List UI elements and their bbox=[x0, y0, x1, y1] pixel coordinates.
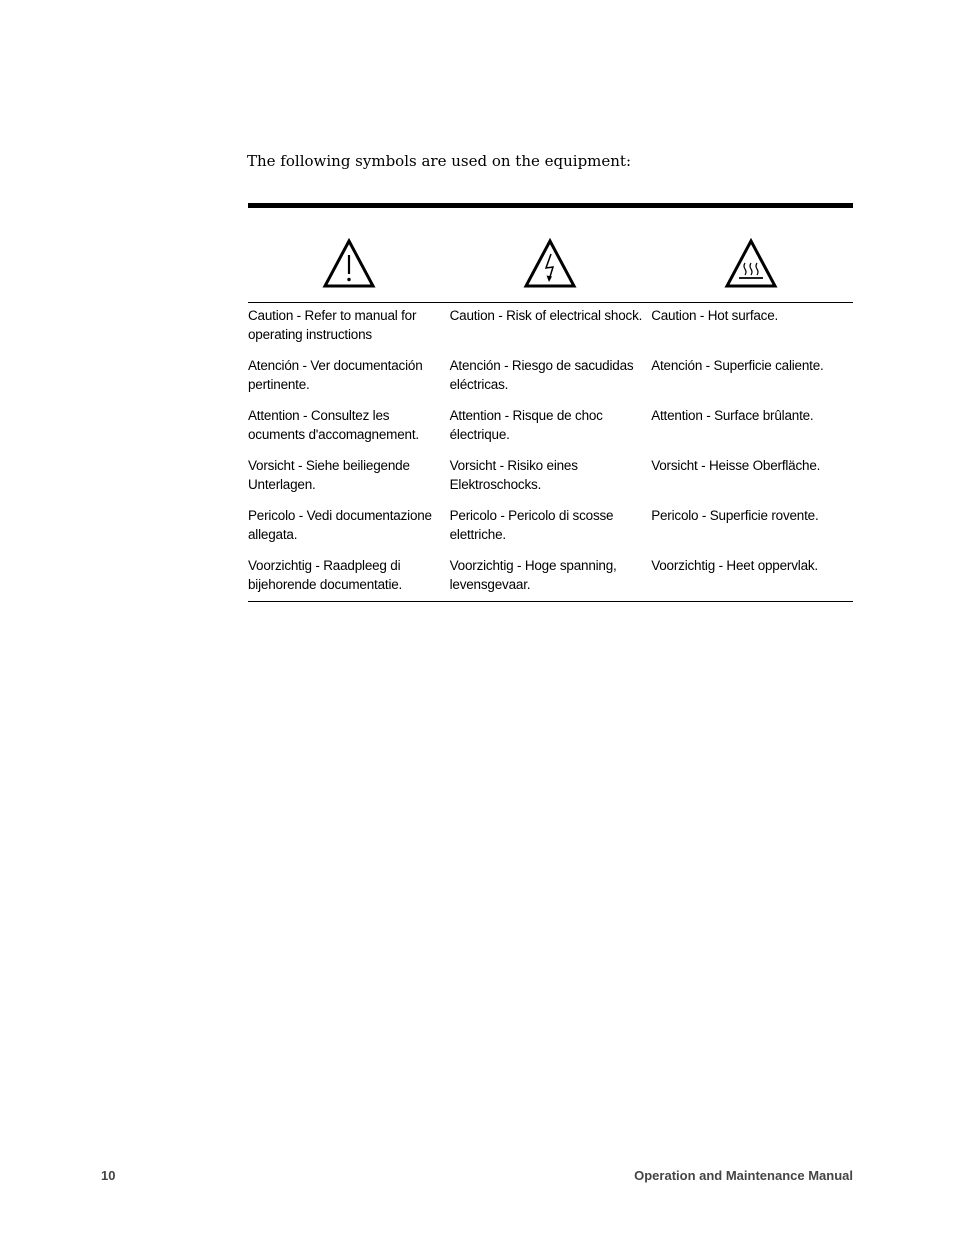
table-cell: Pericolo - Vedi documentazione allegata. bbox=[248, 508, 432, 542]
table-cell: Atención - Superficie caliente. bbox=[651, 358, 824, 373]
table-cell: Atención - Ver documentación pertinente. bbox=[248, 358, 423, 392]
table-row bbox=[248, 556, 853, 606]
page-number: 10 bbox=[101, 1168, 116, 1183]
table-cell: Vorsicht - Siehe beiliegende Unterlagen. bbox=[248, 458, 410, 492]
table-cell: Caution - Hot surface. bbox=[651, 308, 779, 323]
manual-title: Operation and Maintenance Manual bbox=[634, 1168, 853, 1183]
intro-text: The following symbols are used on the equipment: bbox=[247, 152, 632, 170]
table-row bbox=[248, 506, 853, 556]
table-row bbox=[248, 406, 853, 456]
symbols-table bbox=[248, 306, 853, 606]
hot-surface-icon bbox=[724, 238, 778, 290]
table-row bbox=[248, 306, 853, 356]
table-cell: Voorzichtig - Raadpleeg di bijehorende documentatie. bbox=[248, 558, 403, 592]
table-row bbox=[248, 456, 853, 506]
table-row bbox=[248, 356, 853, 406]
table-cell: Pericolo - Superficie rovente. bbox=[651, 508, 819, 523]
table-cell: Pericolo - Pericolo di scosse elettriche. bbox=[449, 508, 614, 542]
table-cell: Caution - Risk of electrical shock. bbox=[449, 308, 643, 323]
table-cell: Voorzichtig - Heet oppervlak. bbox=[651, 558, 818, 573]
table-cell: Voorzichtig - Hoge spanning, levensgevaar. bbox=[449, 558, 617, 592]
table-bottom-rule bbox=[248, 601, 853, 602]
table-header-rule bbox=[248, 302, 853, 303]
top-rule bbox=[248, 203, 853, 208]
table-cell: Attention - Risque de choc électrique. bbox=[449, 408, 603, 442]
table-cell: Vorsicht - Risiko eines Elektroschocks. bbox=[449, 458, 578, 492]
symbol-icons-row bbox=[248, 238, 853, 290]
table-cell: Attention - Surface brûlante. bbox=[651, 408, 814, 423]
electrical-hazard-icon bbox=[523, 238, 577, 290]
table-cell: Atención - Riesgo de sacudidas eléctricas. bbox=[449, 358, 634, 392]
table-cell: Attention - Consultez les ocuments d'accomagnement. bbox=[248, 408, 419, 442]
table-cell: Vorsicht - Heisse Oberfläche. bbox=[651, 458, 821, 473]
warning-exclamation-icon bbox=[322, 238, 376, 290]
table-cell: Caution - Refer to manual for operating instructions bbox=[248, 308, 417, 342]
